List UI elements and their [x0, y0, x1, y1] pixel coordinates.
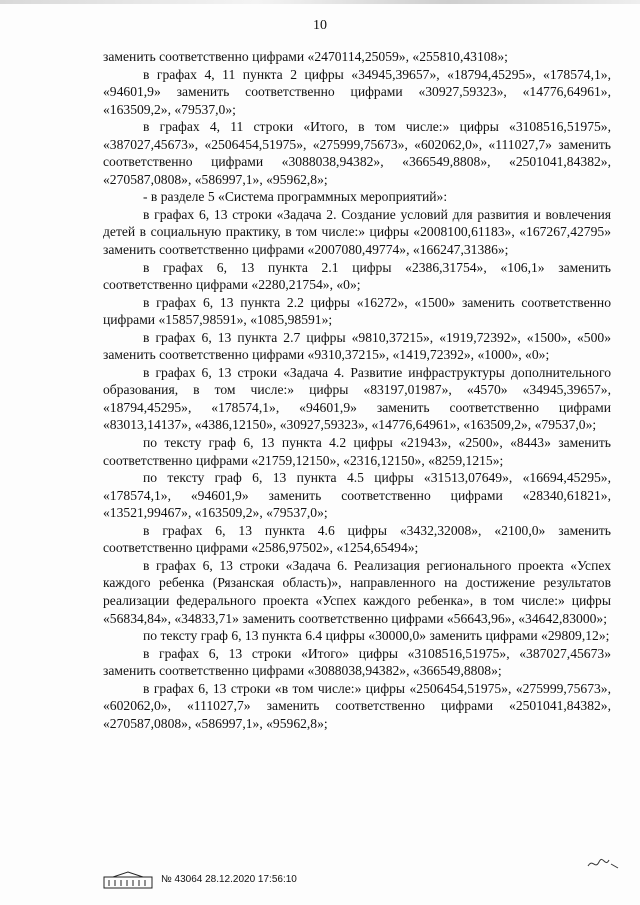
paragraph: по тексту граф 6, 13 пункта 6.4 цифры «30000,0» заменить цифрами «29809,12»; — [143, 628, 610, 644]
paragraph: по тексту граф 6, 13 пункта 4.5 цифры «31513,07649», «16694,45295», «178574,1», «94601,9» заменить соответственно цифрами «28340,61821», «13521,99467», «163509,2», «79537,0»; — [103, 470, 611, 521]
paragraph: в графах 6, 13 строки «Задача 2. Создание условий для развития и вовлечения детей в социальную практику, в том числе:» цифры «2008100,61183», «167267,42795» заменить соответственно цифрами «2007080,49774», «166247,31386»; — [103, 206, 611, 258]
paragraph: заменить соответственно цифрами «2470114,25059», «255810,43108»; — [103, 49, 508, 64]
paragraph: в графах 6, 13 пункта 4.6 цифры «3432,32008», «2100,0» заменить соответственно цифрами «2586,97502», «1254,65494»; — [103, 522, 611, 556]
scan-edge — [0, 0, 640, 4]
signature-mark-icon — [585, 852, 621, 876]
registry-stamp-icon — [103, 871, 153, 889]
paragraph: в графах 6, 13 строки «Задача 6. Реализация регионального проекта «Успех каждого ребенка (Рязанская область)», направленного на достижение результатов реализации федерального проекта «Успех каждого ребенка», в том числе:» цифры «56834,84», «34833,71» заменить соответственно цифрами «56643,96», «34642,83000»; — [103, 557, 611, 626]
paragraph: в графах 6, 13 пункта 2.7 цифры «9810,37215», «1919,72392», «1500», «500» заменить соответственно цифрами «9310,37215», «1419,72392», «1000», «0»; — [103, 329, 611, 363]
paragraph: - в разделе 5 «Система программных мероприятий»: — [143, 189, 448, 205]
document-body — [103, 48, 611, 732]
page-number: 10 — [313, 18, 327, 33]
paragraph: в графах 6, 13 пункта 2.1 цифры «2386,31754», «106,1» заменить соответственно цифрами «2280,21754», «0»; — [103, 259, 611, 293]
paragraph: в графах 4, 11 строки «Итого, в том числе:» цифры «3108516,51975», «387027,45673», «2506454,51975», «275999,75673», «602062,0», «111027,7» заменить соответственно цифрами «3088038,94382», «366549,8808», «2501041,84382», «270587,0808», «586997,1», «95962,8»; — [103, 119, 611, 187]
paragraph: по тексту граф 6, 13 пункта 4.2 цифры «21943», «2500», «8443» заменить соответственно цифрами «21759,12150», «2316,12150», «8259,1215»; — [103, 435, 611, 468]
paragraph: в графах 4, 11 пункта 2 цифры «34945,39657», «18794,45295», «178574,1», «94601,9» заменить соответственно цифрами «30927,59323», «14776,64961», «163509,2», «79537,0»; — [103, 66, 611, 117]
registry-number: № 43064 28.12.2020 17:56:10 — [161, 874, 297, 885]
paragraph: в графах 6, 13 пункта 2.2 цифры «16272», «1500» заменить соответственно цифрами «15857,98591», «1085,98591»; — [103, 294, 611, 328]
paragraph: в графах 6, 13 строки «Итого» цифры «3108516,51975», «387027,45673» заменить соответственно цифрами «3088038,94382», «366549,8808»; — [103, 645, 611, 679]
footer — [103, 869, 611, 891]
paragraph: в графах 6, 13 строки «в том числе:» цифры «2506454,51975», «275999,75673», «602062,0», «111027,7» заменить соответственно цифрами «2501041,84382», «270587,0808», «586997,1», «95962,8»; — [103, 680, 611, 731]
paragraph: в графах 6, 13 строки «Задача 4. Развитие инфраструктуры дополнительного образования, в том числе:» цифры «83197,01987», «4570» «34945,39657», «18794,45295», «178574,1», «94601,9» заменить соответственно цифрами «83013,14137», «4386,12150», «30927,59323», «14776,64961», «163509,2», «79537,0»; — [103, 364, 611, 433]
